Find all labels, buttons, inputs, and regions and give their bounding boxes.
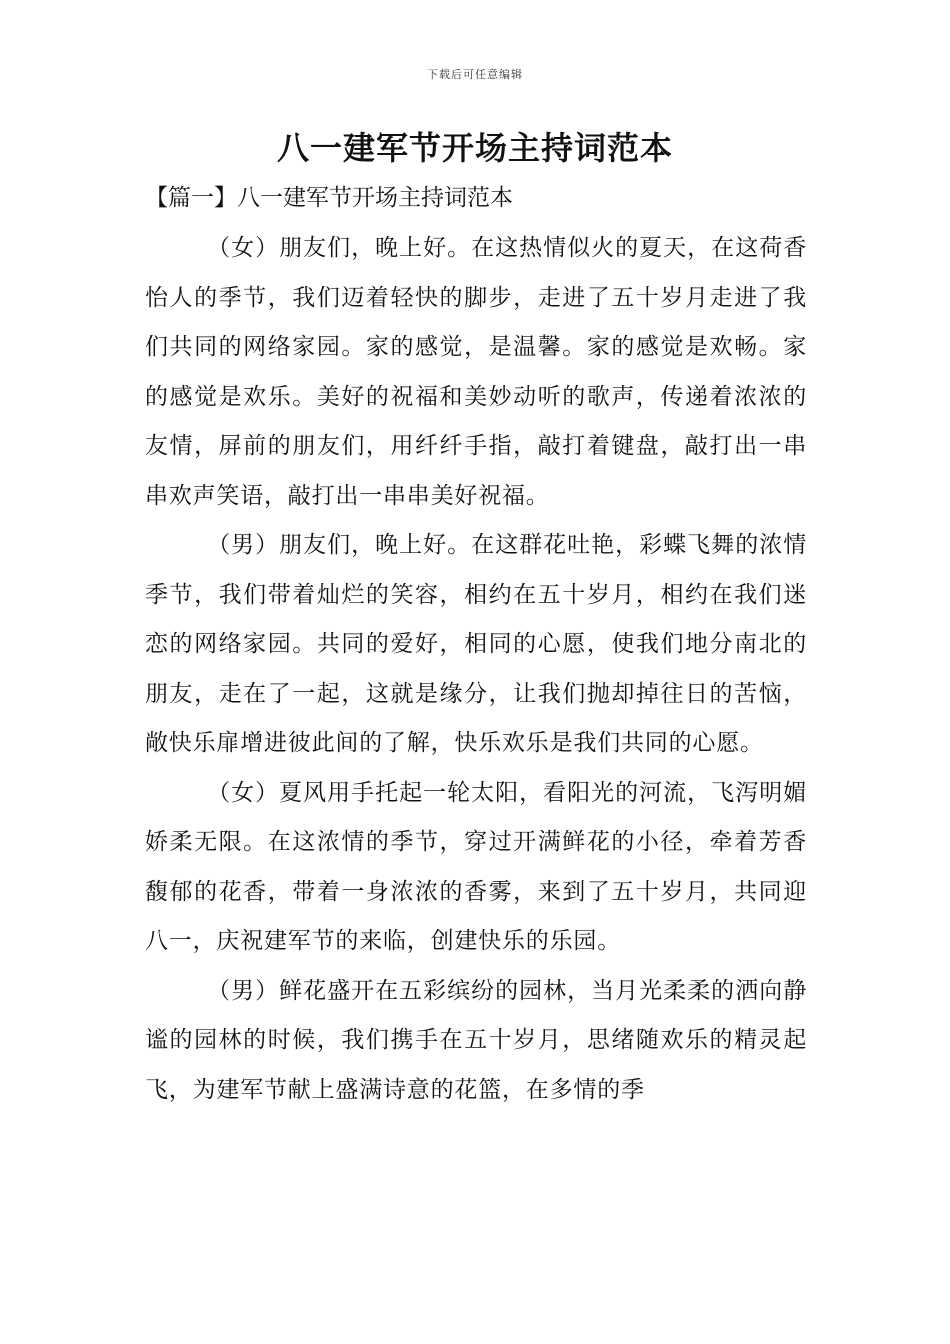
header-note: 下载后可任意编辑	[427, 68, 523, 81]
paragraph: （女）夏风用手托起一轮太阳，看阳光的河流，飞泻明媚娇柔无限。在这浓情的季节，穿过开满鲜花的小径，牵着芳香馥郁的花香，带着一身浓浓的香雾，来到了五十岁月，共同迎八一，庆祝建军节的来临，创建快乐的乐园。	[145, 779, 807, 954]
document-title: 八一建军节开场主持词范本	[276, 129, 673, 167]
paragraph: （女）朋友们，晚上好。在这热情似火的夏天，在这荷香怡人的季节，我们迈着轻快的脚步，走进了五十岁月走进了我们共同的网络家园。家的感觉，是温馨。家的感觉是欢畅。家的感觉是欢乐。美好的祝福和美妙动听的歌声，传递着浓浓的友情，屏前的朋友们，用纤纤手指，敲打着键盘，敲打出一串串欢声笑语，敲打出一串串美好祝福。	[145, 235, 807, 509]
paragraph: （男）鲜花盛开在五彩缤纷的园林，当月光柔柔的洒向静谧的园林的时候，我们携手在五十岁月，思绪随欢乐的精灵起飞，为建军节献上盛满诗意的花篮，在多情的季	[145, 977, 807, 1103]
section-heading: 【篇一】八一建军节开场主持词范本	[145, 185, 513, 211]
body-text	[145, 224, 807, 1115]
paragraph: （男）朋友们，晚上好。在这群花吐艳，彩蝶飞舞的浓情季节，我们带着灿烂的笑容，相约在五十岁月，相约在我们迷恋的网络家园。共同的爱好，相同的心愿，使我们地分南北的朋友，走在了一起，这就是缘分，让我们抛却掉往日的苦恼，敞快乐扉增进彼此间的了解，快乐欢乐是我们共同的心愿。	[145, 532, 807, 756]
